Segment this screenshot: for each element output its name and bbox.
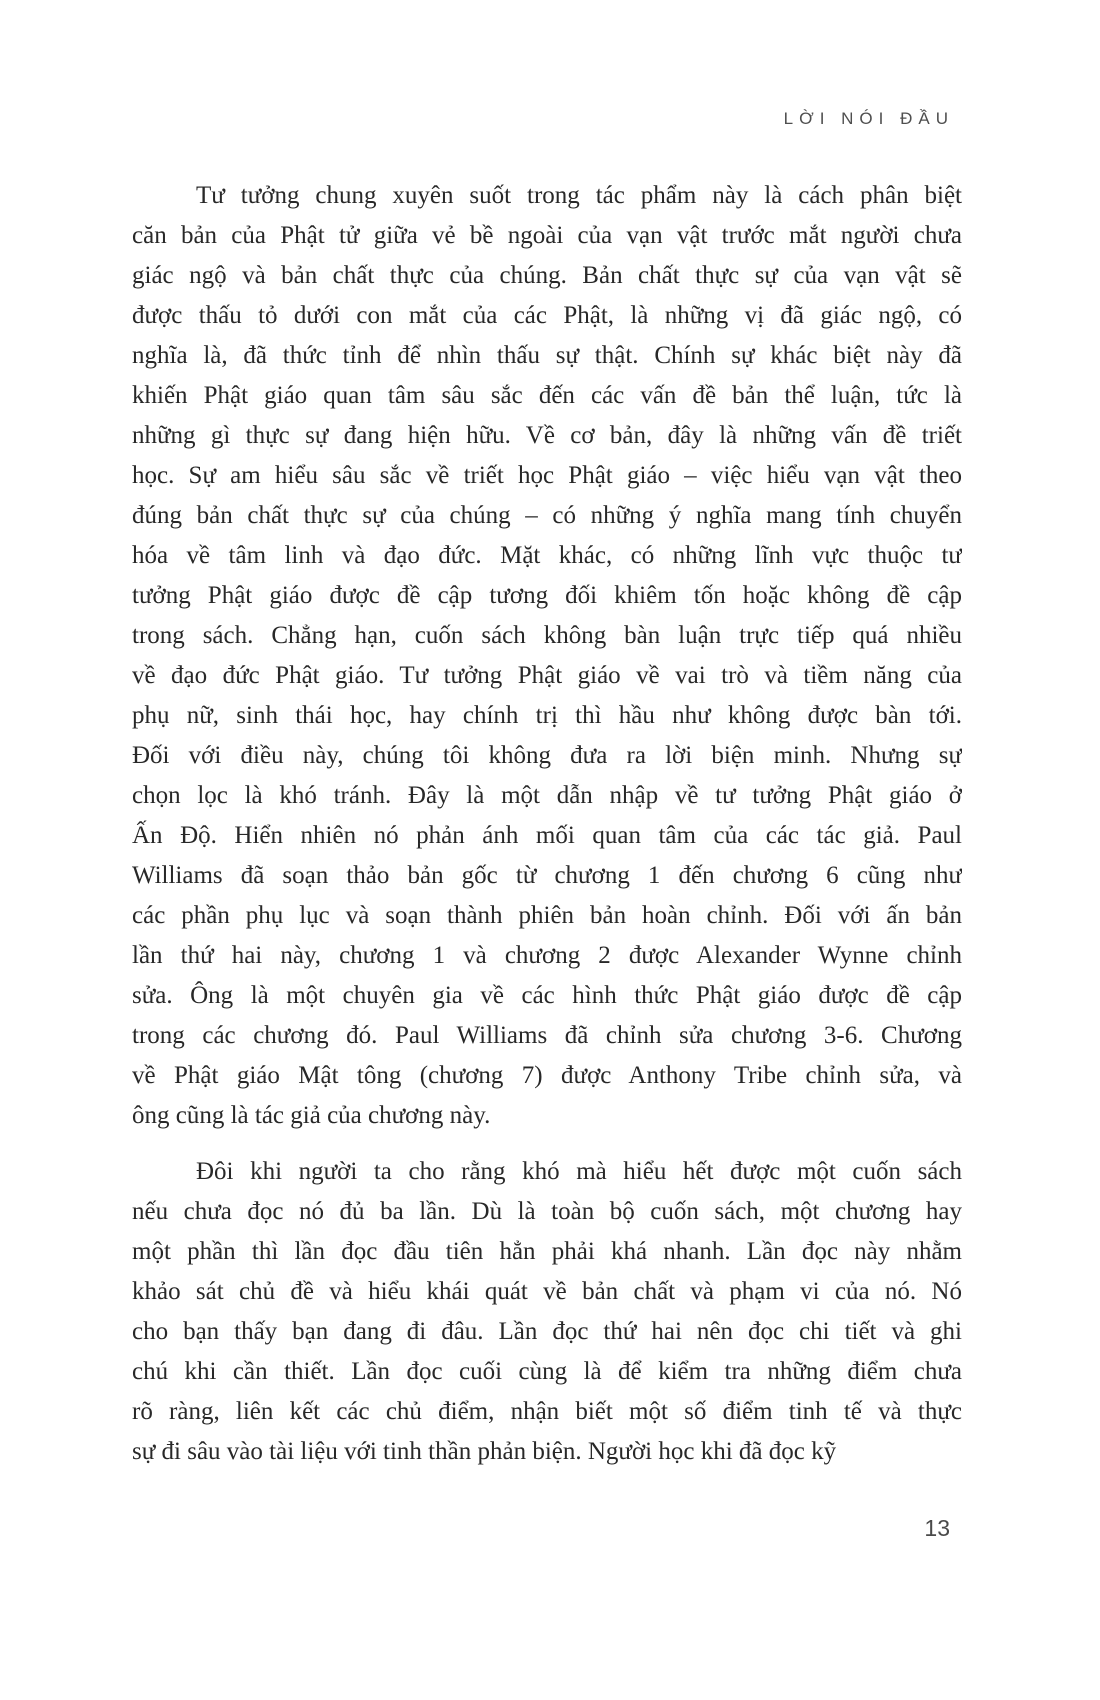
text-line: căn bản của Phật tử giữa vẻ bề ngoài của vạn vật trước mắt người chưa <box>132 222 962 249</box>
text-line: một phần thì lần đọc đầu tiên hẳn phải khá nhanh. Lần đọc này nhằm <box>132 1238 962 1265</box>
text-line: trong sách. Chẳng hạn, cuốn sách không bàn luận trực tiếp quá nhiều <box>132 622 962 649</box>
text-line: Đôi khi người ta cho rằng khó mà hiểu hết được một cuốn sách <box>196 1158 962 1185</box>
text-line: được thấu tỏ dưới con mắt của các Phật, là những vị đã giác ngộ, có <box>132 302 962 329</box>
text-line: về đạo đức Phật giáo. Tư tưởng Phật giáo về vai trò và tiềm năng của <box>132 662 962 689</box>
text-line: trong các chương đó. Paul Williams đã chỉnh sửa chương 3-6. Chương <box>132 1022 962 1049</box>
text-line: ông cũng là tác giả của chương này. <box>132 1102 491 1129</box>
text-line: Đối với điều này, chúng tôi không đưa ra lời biện minh. Nhưng sự <box>132 742 962 769</box>
body-text <box>132 176 962 1472</box>
text-line: nghĩa là, đã thức tỉnh để nhìn thấu sự thật. Chính sự khác biệt này đã <box>132 342 962 369</box>
paragraph-2 <box>132 1152 962 1472</box>
text-line: tưởng Phật giáo được đề cập tương đối khiêm tốn hoặc không đề cập <box>132 582 962 609</box>
text-line: Ấn Độ. Hiển nhiên nó phản ánh mối quan tâm của các tác giả. Paul <box>132 822 962 849</box>
text-line: hóa về tâm linh và đạo đức. Mặt khác, có những lĩnh vực thuộc tư <box>132 542 962 569</box>
text-line: rõ ràng, liên kết các chủ điểm, nhận biết một số điểm tinh tế và thực <box>132 1398 962 1425</box>
text-line: các phần phụ lục và soạn thành phiên bản hoàn chỉnh. Đối với ấn bản <box>132 902 962 929</box>
text-line: lần thứ hai này, chương 1 và chương 2 được Alexander Wynne chỉnh <box>132 942 962 969</box>
page-number: 13 <box>924 1515 950 1541</box>
text-line: sự đi sâu vào tài liệu với tinh thần phản biện. Người học khi đã đọc kỹ <box>132 1438 837 1465</box>
text-line: Tư tưởng chung xuyên suốt trong tác phẩm này là cách phân biệt <box>196 182 962 209</box>
text-line: Williams đã soạn thảo bản gốc từ chương 1 đến chương 6 cũng như <box>132 862 962 889</box>
text-line: phụ nữ, sinh thái học, hay chính trị thì hầu như không được bàn tới. <box>132 702 962 729</box>
text-line: khiến Phật giáo quan tâm sâu sắc đến các vấn đề bản thể luận, tức là <box>132 382 962 409</box>
text-line: học. Sự am hiểu sâu sắc về triết học Phật giáo – việc hiểu vạn vật theo <box>132 462 962 489</box>
running-header: LỜI NÓI ĐẦU <box>783 109 954 128</box>
text-line: chú khi cần thiết. Lần đọc cuối cùng là để kiểm tra những điểm chưa <box>132 1358 962 1385</box>
text-line: giác ngộ và bản chất thực của chúng. Bản chất thực sự của vạn vật sẽ <box>132 262 962 289</box>
text-line: đúng bản chất thực sự của chúng – có những ý nghĩa mang tính chuyển <box>132 502 962 529</box>
text-line: về Phật giáo Mật tông (chương 7) được Anthony Tribe chỉnh sửa, và <box>132 1062 962 1089</box>
paragraph-1 <box>132 176 962 1136</box>
text-line: cho bạn thấy bạn đang đi đâu. Lần đọc thứ hai nên đọc chi tiết và ghi <box>132 1318 962 1345</box>
text-line: những gì thực sự đang hiện hữu. Về cơ bản, đây là những vấn đề triết <box>132 422 962 449</box>
text-line: chọn lọc là khó tránh. Đây là một dẫn nhập về tư tưởng Phật giáo ở <box>132 782 962 809</box>
text-line: khảo sát chủ đề và hiểu khái quát về bản chất và phạm vi của nó. Nó <box>132 1278 962 1305</box>
text-line: nếu chưa đọc nó đủ ba lần. Dù là toàn bộ cuốn sách, một chương hay <box>132 1198 962 1225</box>
text-line: sửa. Ông là một chuyên gia về các hình thức Phật giáo được đề cập <box>132 982 962 1009</box>
